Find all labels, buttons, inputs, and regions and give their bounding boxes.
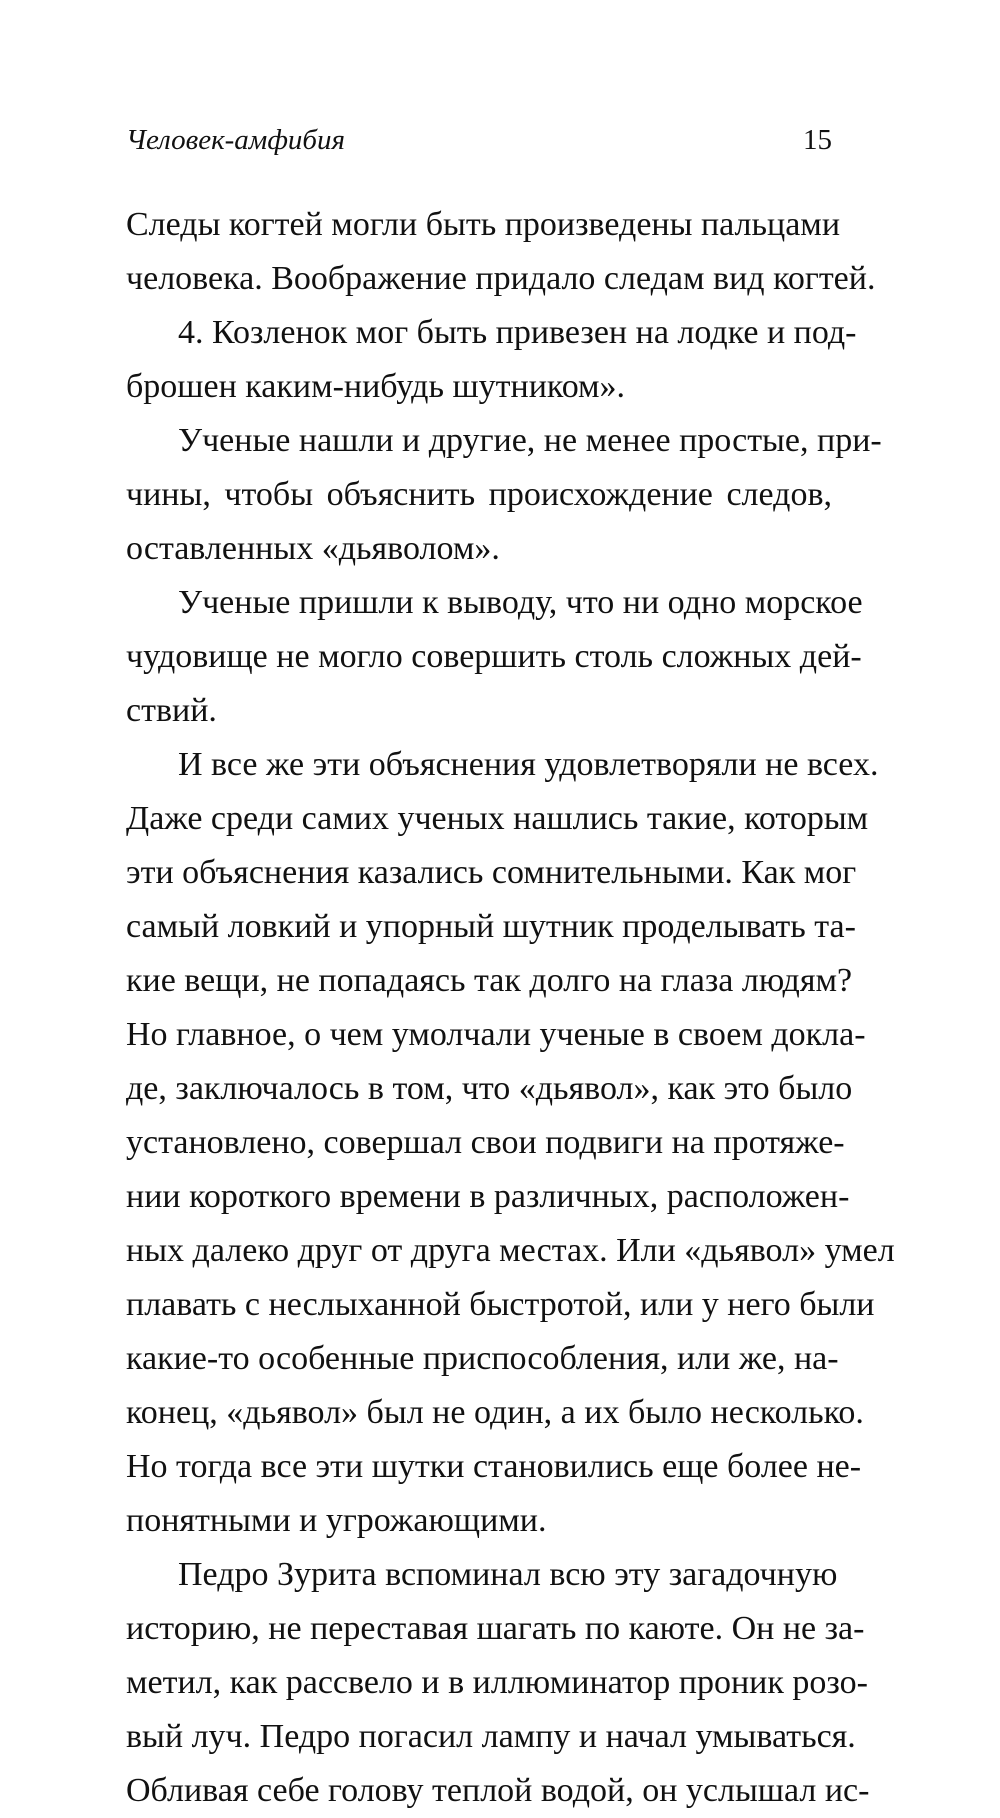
text-line: де, заключалось в том, что «дьявол», как это было (126, 1070, 853, 1107)
text-line: историю, не переставая шагать по каюте. Он не за- (126, 1610, 865, 1647)
text-line: человека. Воображение придало следам вид когтей. (126, 260, 876, 297)
text-line: установлено, совершал свои подвиги на протяже- (126, 1124, 845, 1161)
text-line: 4. Козленок мог быть привезен на лодке и под- (178, 314, 857, 351)
text-line: Но главное, о чем умолчали ученые в своем докла- (126, 1016, 866, 1053)
text-line: понятными и угрожающими. (126, 1502, 547, 1539)
text-line: Ученые нашли и другие, не менее простые, при- (178, 422, 882, 459)
text-line: брошен каким-нибудь шутником». (126, 368, 626, 405)
body-text (126, 198, 895, 1818)
text-line: нии короткого времени в различных, расположен- (126, 1178, 850, 1215)
text-line: Педро Зурита вспоминал всю эту загадочную (178, 1556, 838, 1593)
text-line: плавать с неслыханной быстротой, или у него были (126, 1286, 875, 1323)
text-line: ствий. (126, 692, 217, 729)
text-line: конец, «дьявол» был не один, а их было несколько. (126, 1394, 864, 1431)
text-line: Следы когтей могли быть произведены пальцами (126, 206, 841, 243)
text-line: метил, как рассвело и в иллюминатор проник розо- (126, 1664, 868, 1701)
text-line: самый ловкий и упорный шутник проделывать та- (126, 908, 856, 945)
text-line: эти объяснения казались сомнительными. Как мог (126, 854, 857, 891)
text-line: чины, чтобы объяснить происхождение следов, (126, 476, 832, 513)
text-line: Обливая себе голову теплой водой, он услышал ис- (126, 1772, 870, 1809)
running-title: Человек-амфибия (126, 124, 345, 156)
text-line: Ученые пришли к выводу, что ни одно морское (178, 584, 863, 621)
text-line: ных далеко друг от друга местах. Или «дьявол» умел (126, 1232, 895, 1269)
text-line: какие-то особенные приспособления, или же, на- (126, 1340, 839, 1377)
running-header (126, 120, 832, 160)
text-line: чудовище не могло совершить столь сложных дей- (126, 638, 862, 675)
text-line: Даже среди самих ученых нашлись такие, которым (126, 800, 869, 837)
text-line: вый луч. Педро погасил лампу и начал умываться. (126, 1718, 856, 1755)
text-line: кие вещи, не попадаясь так долго на глаза людям? (126, 962, 853, 999)
text-line: Но тогда все эти шутки становились еще более не- (126, 1448, 862, 1485)
text-line: оставленных «дьяволом». (126, 530, 500, 567)
text-line: И все же эти объяснения удовлетворяли не всех. (178, 746, 879, 783)
page-number: 15 (803, 124, 832, 156)
